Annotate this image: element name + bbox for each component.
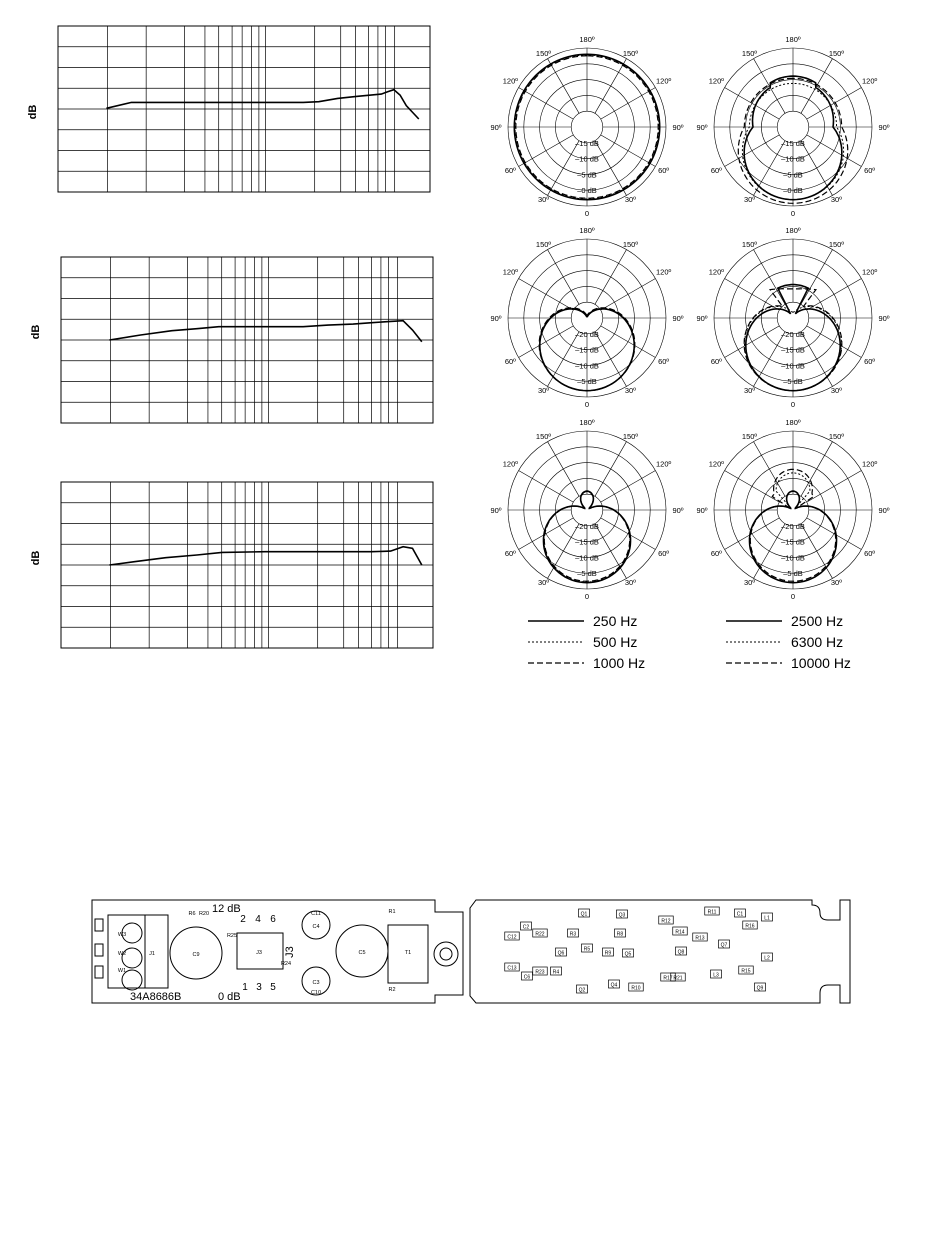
polar-angle-label: 30º bbox=[624, 195, 636, 205]
response-curve bbox=[109, 547, 421, 565]
response-curve bbox=[106, 90, 418, 119]
polar-angle-label: 180º bbox=[785, 35, 801, 44]
polar-spoke bbox=[754, 59, 786, 114]
polar-angle-label: 90º bbox=[696, 314, 708, 323]
pcb-component-label: C13 bbox=[507, 965, 517, 972]
wire-pad bbox=[95, 944, 103, 956]
pcb-pin-label: 3 bbox=[256, 982, 262, 993]
polar-spoke bbox=[601, 88, 656, 120]
pcb-component-label: C5 bbox=[358, 950, 366, 956]
pcb-component-label: R2 bbox=[388, 987, 396, 993]
pcb-component-label: R25 bbox=[226, 933, 238, 939]
pcb-component-label: R9 bbox=[604, 950, 612, 957]
polar-ring-label: –0 dB bbox=[783, 186, 803, 196]
polar-spoke bbox=[725, 471, 780, 503]
pcb-pin-label: 5 bbox=[270, 982, 276, 993]
response-ylabel: dB bbox=[30, 324, 42, 340]
pcb-component-label: C2 bbox=[522, 924, 530, 931]
pcb-component-label: C10 bbox=[310, 990, 322, 996]
pcb-component-label: R1 bbox=[388, 909, 396, 915]
polar-ring-label: –10 dB bbox=[781, 154, 805, 164]
polar-ring-label: –15 dB bbox=[575, 345, 599, 355]
polar-spoke bbox=[754, 141, 786, 196]
polar-chart-2 bbox=[696, 35, 889, 218]
polar-angle-label: 30º bbox=[744, 578, 756, 588]
polar-angle-label: 90º bbox=[490, 314, 502, 323]
polar-angle-label: 180º bbox=[579, 418, 595, 427]
polar-ring-label: –10 dB bbox=[575, 154, 599, 164]
pcb-component-label: R17 bbox=[663, 975, 673, 982]
pcb-component-label: R4 bbox=[552, 969, 560, 976]
pcb-pin-label: 1 bbox=[242, 982, 248, 993]
polar-spoke bbox=[807, 518, 862, 550]
wire-pad bbox=[95, 919, 103, 931]
polar-spoke bbox=[801, 332, 833, 387]
pcb-component-label: J3 bbox=[256, 950, 262, 956]
polar-angle-label: 150º bbox=[741, 431, 758, 441]
pcb-component-label: W3 bbox=[117, 932, 127, 938]
polar-spoke bbox=[725, 88, 780, 120]
polar-angle-label: 60º bbox=[658, 165, 670, 175]
polar-ring-label: –15 dB bbox=[781, 345, 805, 355]
polar-angle-label: 0 bbox=[790, 209, 796, 218]
polar-angle-label: 90º bbox=[696, 123, 708, 132]
wire-pad bbox=[95, 966, 103, 978]
pcb-component-label: T1 bbox=[404, 950, 412, 956]
polar-angle-label: 90º bbox=[672, 506, 684, 515]
polar-spoke bbox=[725, 279, 780, 311]
polar-spoke bbox=[519, 518, 574, 550]
polar-ring-label: –15 dB bbox=[781, 537, 805, 547]
polar-ring-label: –20 dB bbox=[781, 329, 805, 339]
polar-ring-label: –5 dB bbox=[577, 569, 597, 579]
polar-ring-label: –5 dB bbox=[577, 170, 597, 180]
polar-angle-label: 30º bbox=[538, 386, 550, 396]
pcb-component-label: R13 bbox=[695, 935, 705, 942]
polar-angle-label: 90º bbox=[490, 123, 502, 132]
polar-angle-label: 60º bbox=[504, 548, 516, 558]
polar-angle-label: 90º bbox=[672, 123, 684, 132]
polar-angle-label: 60º bbox=[504, 356, 516, 366]
polar-angle-label: 150º bbox=[741, 48, 758, 58]
polar-spoke bbox=[801, 524, 833, 579]
polar-angle-label: 150º bbox=[622, 239, 639, 249]
polar-angle-label: 120º bbox=[708, 76, 725, 86]
response-chart-3 bbox=[30, 482, 433, 648]
polar-angle-label: 120º bbox=[861, 76, 878, 86]
pcb-component-label: C9 bbox=[192, 952, 200, 958]
polar-angle-label: 90º bbox=[878, 506, 890, 515]
polar-spoke bbox=[595, 141, 627, 196]
polar-angle-label: 120º bbox=[655, 459, 672, 469]
mount-hole bbox=[434, 942, 458, 966]
polar-angle-label: 0 bbox=[584, 592, 590, 601]
polar-ring-label: –15 dB bbox=[575, 138, 599, 148]
pcb-switch-top: 12 dB bbox=[212, 903, 241, 915]
polar-ring-label: –10 dB bbox=[575, 361, 599, 371]
legend-label: 10000 Hz bbox=[791, 655, 851, 671]
polar-chart-3 bbox=[490, 226, 683, 409]
polar-angle-label: 150º bbox=[535, 239, 552, 249]
polar-spoke bbox=[548, 332, 580, 387]
polar-ring-label: –10 dB bbox=[781, 553, 805, 563]
polar-spoke bbox=[595, 524, 627, 579]
polar-angle-label: 120º bbox=[502, 267, 519, 277]
pcb-component-label: R5 bbox=[583, 946, 591, 953]
polar-spoke bbox=[519, 135, 574, 167]
polar-spoke bbox=[519, 471, 574, 503]
polar-angle-label: 90º bbox=[696, 506, 708, 515]
polar-angle-label: 30º bbox=[624, 578, 636, 588]
polar-angle-label: 30º bbox=[538, 195, 550, 205]
pcb-right-outline bbox=[470, 900, 850, 1003]
polar-angle-label: 60º bbox=[864, 165, 876, 175]
polar-angle-label: 180º bbox=[785, 418, 801, 427]
polar-angle-label: 150º bbox=[622, 431, 639, 441]
polar-angle-label: 30º bbox=[830, 578, 842, 588]
polar-angle-label: 150º bbox=[535, 431, 552, 441]
response-curve bbox=[109, 321, 421, 342]
polar-angle-label: 60º bbox=[864, 548, 876, 558]
polar-chart-6 bbox=[696, 418, 889, 601]
polar-spoke bbox=[548, 442, 580, 497]
pcb-component-label: C11 bbox=[311, 911, 321, 917]
polar-chart-1 bbox=[490, 35, 683, 218]
polar-angle-label: 30º bbox=[624, 386, 636, 396]
polar-spoke bbox=[754, 250, 786, 305]
pcb-component-label: C3 bbox=[312, 980, 320, 986]
polar-spoke bbox=[601, 471, 656, 503]
polar-ring-label: –5 dB bbox=[783, 377, 803, 387]
pcb-pin-label: 2 bbox=[240, 914, 246, 925]
polar-spoke bbox=[548, 250, 580, 305]
polar-angle-label: 150º bbox=[741, 239, 758, 249]
pcb-component-label: R24 bbox=[280, 961, 292, 967]
polar-ring-label: –20 dB bbox=[575, 329, 599, 339]
pcb-component-label: R15 bbox=[741, 968, 751, 975]
pcb-component-label: Q4 bbox=[610, 982, 618, 989]
pcb-drawing bbox=[92, 900, 850, 1003]
pcb-component-label: W1 bbox=[117, 968, 127, 974]
response-ylabel: dB bbox=[30, 550, 42, 566]
polar-angle-label: 90º bbox=[490, 506, 502, 515]
pcb-switch-bottom: 0 dB bbox=[218, 991, 241, 1003]
polar-angle-label: 90º bbox=[672, 314, 684, 323]
polar-angle-label: 90º bbox=[878, 123, 890, 132]
polar-spoke bbox=[807, 326, 862, 358]
pcb-component-label: R3 bbox=[569, 931, 577, 938]
polar-ring-label: –20 dB bbox=[781, 521, 805, 531]
polar-angle-label: 120º bbox=[655, 267, 672, 277]
polar-spoke bbox=[801, 250, 833, 305]
polar-ring-label: –5 dB bbox=[783, 569, 803, 579]
polar-angle-label: 120º bbox=[708, 267, 725, 277]
polar-angle-label: 30º bbox=[744, 195, 756, 205]
polar-spoke bbox=[801, 59, 833, 114]
pcb-connector-label: J3 bbox=[284, 946, 296, 958]
pcb-component-label: R8 bbox=[616, 931, 624, 938]
polar-spoke bbox=[519, 326, 574, 358]
polar-spoke bbox=[519, 279, 574, 311]
pcb-component-label: R11 bbox=[707, 909, 717, 916]
polar-spoke bbox=[601, 135, 656, 167]
pcb-component-label: W2 bbox=[117, 951, 127, 957]
polar-spoke bbox=[725, 326, 780, 358]
polar-angle-label: 150º bbox=[828, 239, 845, 249]
polar-angle-label: 90º bbox=[878, 314, 890, 323]
polar-angle-label: 0 bbox=[584, 209, 590, 218]
polar-spoke bbox=[595, 442, 627, 497]
pcb-component-label: Q9 bbox=[756, 985, 764, 992]
polar-angle-label: 30º bbox=[538, 578, 550, 588]
polar-angle-label: 60º bbox=[864, 356, 876, 366]
polar-angle-label: 180º bbox=[579, 35, 595, 44]
pcb-component-label: R23 bbox=[535, 969, 545, 976]
polar-spoke bbox=[807, 471, 862, 503]
pcb-component-label: Q3 bbox=[618, 912, 626, 919]
polar-spoke bbox=[601, 326, 656, 358]
polar-angle-label: 120º bbox=[861, 267, 878, 277]
polar-spoke bbox=[801, 141, 833, 196]
pcb-pin-label: 6 bbox=[270, 914, 276, 925]
polar-spoke bbox=[548, 524, 580, 579]
pcb-component-label: R14 bbox=[675, 929, 685, 936]
pcb-component-label: Q1 bbox=[580, 911, 588, 918]
polar-angle-label: 60º bbox=[710, 548, 722, 558]
pcb-component-label: C12 bbox=[507, 934, 517, 941]
pcb-component-label: R21 bbox=[673, 975, 683, 982]
polar-chart-4 bbox=[696, 226, 889, 409]
polar-angle-label: 0 bbox=[790, 592, 796, 601]
polar-spoke bbox=[548, 141, 580, 196]
polar-spoke bbox=[807, 135, 862, 167]
pcb-component-label: R12 bbox=[661, 918, 671, 925]
pcb-component-label: R20 bbox=[198, 911, 210, 917]
pcb-component-label: R16 bbox=[745, 923, 755, 930]
polar-ring-label: –5 dB bbox=[783, 170, 803, 180]
polar-spoke bbox=[725, 518, 780, 550]
pcb-component-label: L2 bbox=[764, 955, 770, 962]
polar-ring-label: –10 dB bbox=[575, 553, 599, 563]
polar-angle-label: 30º bbox=[830, 195, 842, 205]
polar-spoke bbox=[807, 279, 862, 311]
polar-spoke bbox=[519, 88, 574, 120]
response-chart-1 bbox=[27, 26, 430, 192]
polar-angle-label: 180º bbox=[579, 226, 595, 235]
polar-angle-label: 60º bbox=[710, 165, 722, 175]
pcb-component-label: R22 bbox=[535, 931, 545, 938]
polar-angle-label: 30º bbox=[830, 386, 842, 396]
polar-spoke bbox=[807, 88, 862, 120]
pcb-component-label: Q2 bbox=[578, 987, 586, 994]
pcb-component-label: C6 bbox=[523, 974, 531, 981]
polar-spoke bbox=[601, 518, 656, 550]
polar-angle-label: 120º bbox=[861, 459, 878, 469]
polar-angle-label: 0 bbox=[584, 400, 590, 409]
polar-spoke bbox=[601, 279, 656, 311]
polar-angle-label: 30º bbox=[744, 386, 756, 396]
response-chart-2 bbox=[30, 257, 433, 423]
polar-spoke bbox=[595, 59, 627, 114]
polar-spoke bbox=[801, 442, 833, 497]
polar-spoke bbox=[754, 524, 786, 579]
legend-label: 250 Hz bbox=[593, 613, 638, 629]
polar-angle-label: 150º bbox=[622, 48, 639, 58]
polar-angle-label: 150º bbox=[828, 48, 845, 58]
polar-angle-label: 180º bbox=[785, 226, 801, 235]
legend-label: 2500 Hz bbox=[791, 613, 844, 629]
mount-hole-inner bbox=[440, 948, 452, 960]
polar-spoke bbox=[595, 332, 627, 387]
polar-ring-label: –15 dB bbox=[781, 138, 805, 148]
polar-ring-label: –5 dB bbox=[577, 377, 597, 387]
polar-spoke bbox=[548, 59, 580, 114]
pcb-component-label: Q8 bbox=[677, 949, 685, 956]
polar-spoke bbox=[725, 135, 780, 167]
legend-label: 1000 Hz bbox=[593, 655, 646, 671]
response-ylabel: dB bbox=[27, 104, 39, 120]
polar-angle-label: 150º bbox=[828, 431, 845, 441]
polar-angle-label: 0 bbox=[790, 400, 796, 409]
polar-spoke bbox=[595, 250, 627, 305]
polar-angle-label: 60º bbox=[504, 165, 516, 175]
polar-angle-label: 60º bbox=[658, 548, 670, 558]
polar-spoke bbox=[754, 442, 786, 497]
polar-angle-label: 60º bbox=[710, 356, 722, 366]
pcb-component-label: Q5 bbox=[624, 951, 632, 958]
legend-label: 500 Hz bbox=[593, 634, 638, 650]
polar-chart-5 bbox=[490, 418, 683, 601]
polar-ring-label: –15 dB bbox=[575, 537, 599, 547]
pcb-component-label: R10 bbox=[631, 985, 641, 992]
pcb-part-number: 34A8686B bbox=[130, 991, 182, 1003]
polar-ring-label: –10 dB bbox=[781, 361, 805, 371]
legend-label: 6300 Hz bbox=[791, 634, 844, 650]
polar-angle-label: 150º bbox=[535, 48, 552, 58]
polar-angle-label: 120º bbox=[708, 459, 725, 469]
polar-angle-label: 120º bbox=[502, 459, 519, 469]
polar-spoke bbox=[754, 332, 786, 387]
polar-ring-label: –20 dB bbox=[575, 521, 599, 531]
polar-legend bbox=[528, 613, 851, 671]
pcb-component-label: J1 bbox=[149, 951, 155, 957]
pcb-pin-label: 4 bbox=[255, 914, 261, 925]
pcb-component-label: C1 bbox=[736, 911, 744, 918]
pcb-component-label: L3 bbox=[713, 972, 719, 979]
pcb-component-label: Q7 bbox=[720, 942, 728, 949]
polar-angle-label: 120º bbox=[502, 76, 519, 86]
polar-angle-label: 120º bbox=[655, 76, 672, 86]
polar-ring-label: –0 dB bbox=[577, 186, 597, 196]
pcb-component-label: Q6 bbox=[557, 950, 565, 957]
pcb-component-label: L1 bbox=[764, 915, 770, 922]
pcb-component-label: R6 bbox=[188, 911, 196, 917]
pcb-component-label: C4 bbox=[312, 924, 320, 930]
polar-angle-label: 60º bbox=[658, 356, 670, 366]
